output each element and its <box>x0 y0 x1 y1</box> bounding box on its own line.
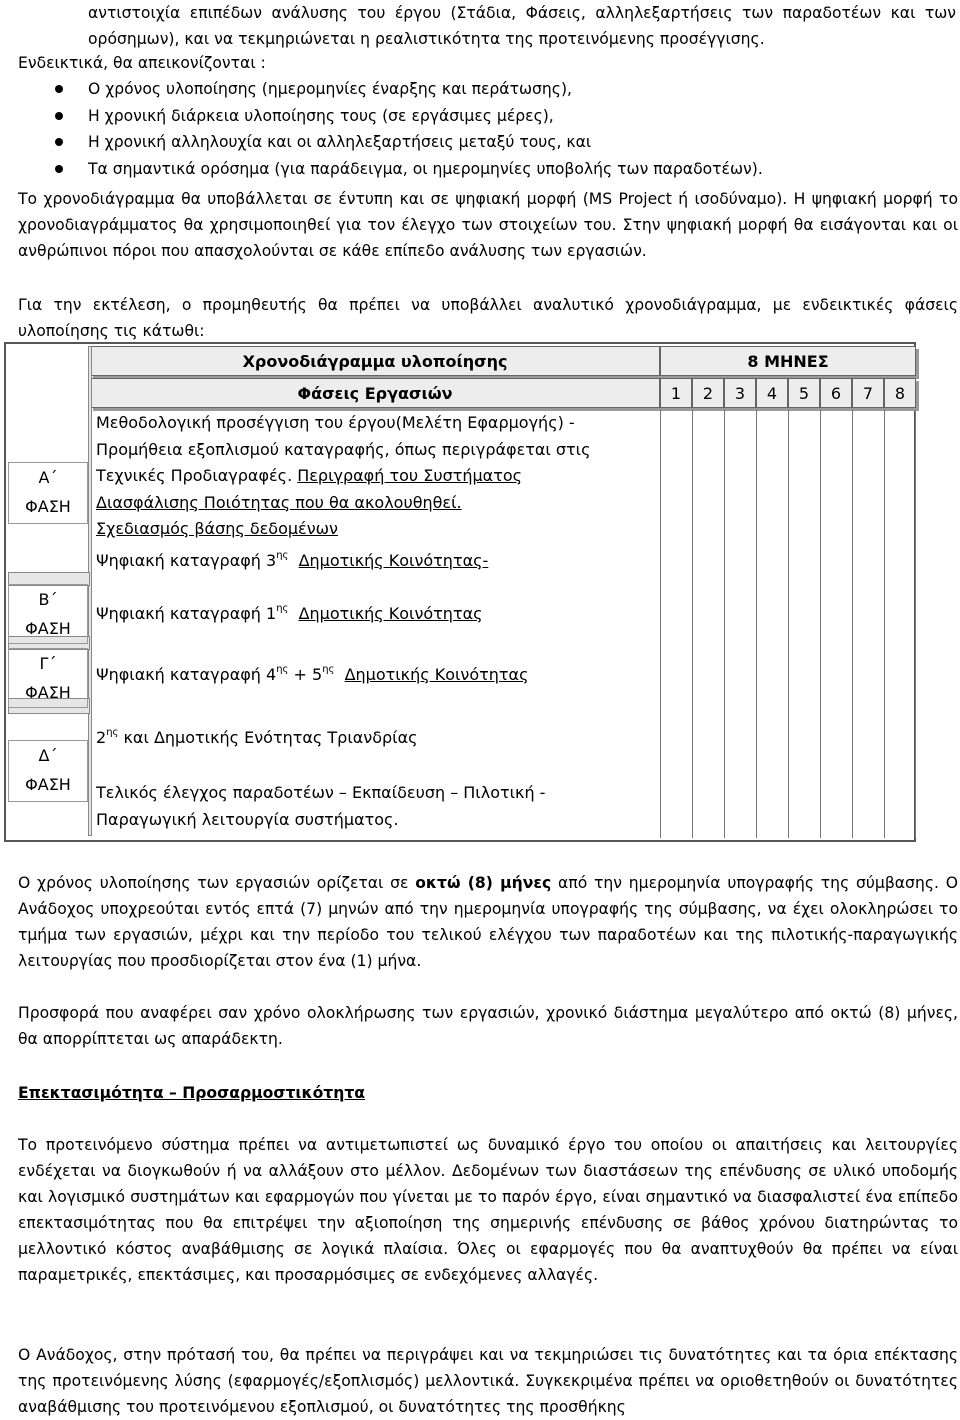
task-a2: Ψηφιακή καταγραφή $3^{\eta\varsigma}$ Δημοτικής Κοινότητας- <box>96 550 489 570</box>
task-d2: Τελικός έλεγχος παραδοτέων – Εκπαίδευση – Πιλοτική - Παραγωγική λειτουργία συστήματος. <box>96 783 546 829</box>
month-header: 8 <box>884 378 916 408</box>
timeline-grid <box>660 410 916 838</box>
phase-b-label: Β΄ ΦΑΣΗ <box>8 584 88 644</box>
contractor-paragraph: Ο Ανάδοχος, στην πρότασή του, θα πρέπει να περιγράψει και να τεκμηριώσει τις δυνατότητες και τα όρια επέκτασης της προτεινόμενης λύσης (εφαρμογές/εξοπλισμός) μελλοντικά. Συγκεκριμένα πρέπει να οριοθετηθούν οι δυνατότητες αναβάθμισης του προτεινόμενου εξοπλισμού, οι δυνατότητες της προσθήκης <box>18 1346 958 1416</box>
section-heading: Επεκτασιμότητα – Προσαρμοστικότητα <box>18 1084 366 1102</box>
month-header: 7 <box>852 378 884 408</box>
task-d1: $2^{\eta\varsigma}$ και Δημοτικής Ενότητας Τριανδρίας <box>96 727 418 747</box>
schedule-intro-paragraph: Για την εκτέλεση, ο προμηθευτής θα πρέπει να υποβάλλει αναλυτικό χρονοδιάγραμμα, με ενδεικτικές φάσεις υλοποίησης τις κάτωθι: <box>18 296 958 340</box>
phase-d-label: Δ΄ ΦΑΣΗ <box>8 740 88 802</box>
list-item: Ο χρόνος υλοποίησης (ημερομηνίες έναρξης και περάτωσης), <box>0 76 960 103</box>
intro-paragraph: αντιστοιχία επιπέδων ανάλυσης του έργου (Στάδια, Φάσεις, αλληλεξαρτήσεις των παραδοτέων και των ορόσημων), και να τεκμηριώνεται η ρεαλιστικότητα της προτεινόμενης προσέγγισης. <box>88 4 956 48</box>
month-header: 6 <box>820 378 852 408</box>
month-header: 2 <box>692 378 724 408</box>
list-item: Τα σημαντικά ορόσημα (για παράδειγμα, οι ημερομηνίες υποβολής των παραδοτέων). <box>0 156 960 183</box>
bullet-icon <box>55 85 63 93</box>
task-b: Ψηφιακή καταγραφή $1^{\eta\varsigma}$ Δημοτικής Κοινότητας <box>96 603 483 623</box>
task-a1: Μεθοδολογική προσέγγιση του έργου(Μελέτη Εφαρμογής) - Προμήθεια εξοπλισμού καταγραφής, όπως περιγράφεται στις Τεχνικές Προδιαγραφές. Περιγραφή του Συστήματος Διασφάλισης Ποιότητας που θα ακολουθηθεί. Σχεδιασμός βάσης δεδομένων <box>96 413 591 538</box>
list-item: Η χρονική αλληλουχία και οι αλληλεξαρτήσεις μεταξύ τους, και <box>0 129 960 156</box>
bullet-icon <box>55 138 63 146</box>
schedule-format-paragraph: Το χρονοδιάγραμμα θα υποβάλλεται σε έντυπη και σε ψηφιακή μορφή (MS Project ή ισοδύναμο). Η ψηφιακή μορφή το χρονοδιαγράμματος θα χρησιμοποιηθεί για τον έλεγχο των στοιχείων του. Στην ψηφιακή μορφή θα εισάγονται και οι ανθρώπινοι πόροι που απασχολούνται σε κάθε επίπεδο ανάλυσης των εργασιών. <box>18 190 958 260</box>
bullet-list <box>0 76 960 182</box>
phase-a-label: Α΄ ΦΑΣΗ <box>8 462 88 524</box>
task-c: Ψηφιακή καταγραφή $4^{\eta\varsigma} + 5^{\eta\varsigma}$ Δημοτικής Κοινότητας <box>96 664 529 684</box>
bullet-icon <box>55 112 63 120</box>
intro-lead: Ενδεικτικά, θα απεικονίζονται : <box>18 54 266 72</box>
month-header: 1 <box>660 378 692 408</box>
phases-header: Φάσεις Εργασιών <box>90 378 660 408</box>
bullet-icon <box>55 165 63 173</box>
month-header: 3 <box>724 378 756 408</box>
rejection-paragraph: Προσφορά που αναφέρει σαν χρόνο ολοκλήρωσης των εργασιών, χρονικό διάστημα μεγαλύτερο από οκτώ (8) μήνες, θα απορρίπτεται ως απαράδεκτη. <box>18 1004 958 1048</box>
phase-c-label: Γ΄ ΦΑΣΗ <box>8 648 88 708</box>
list-item: Η χρονική διάρκεια υλοποίησης τους (σε εργάσιμες μέρες), <box>0 103 960 130</box>
schedule-table <box>4 342 916 842</box>
month-header: 4 <box>756 378 788 408</box>
scalability-paragraph: Το προτεινόμενο σύστημα πρέπει να αντιμετωπιστεί ως δυναμικό έργο του οποίου οι απαιτήσεις και λειτουργίες ενδέχεται να διογκωθούν ή να αλλάξουν στο μέλλον. Δεδομένων των διαστάσεων της επένδυσης σε υλικό υποδομής και λογισμικό συστημάτων και εφαρμογών που γίνεται με το παρόν έργο, είναι σημαντικό να διασφαλιστεί ένα επίπεδο επεκτασιμότητας που θα επιτρέψει την αξιοποίηση της σημερινής επένδυσης σε βάθος χρόνου διατηρώντας το μελλοντικό κόστος αναβάθμισης σε λογικά πλαίσια. Όλες οι εφαρμογές που θα αναπτυχθούν θα πρέπει να είναι παραμετρικές, επεκτάσιμες, και προσαρμόσιμες σε ενδεχόμενες αλλαγές. <box>18 1136 958 1284</box>
months-title: 8 ΜΗΝΕΣ <box>660 346 916 376</box>
month-header: 5 <box>788 378 820 408</box>
table-title: Χρονοδιάγραμμα υλοποίησης <box>90 346 660 376</box>
duration-paragraph: Ο χρόνος υλοποίησης των εργασιών ορίζεται σε οκτώ (8) μήνες από την ημερομηνία υπογραφής της σύμβασης. Ο Ανάδοχος υποχρεούται εντός επτά (7) μηνών από την ημερομηνία υπογραφής της σύμβασης, να έχει ολοκληρώσει το τμήμα των εργασιών, μέχρι και την περίοδο του τελικού ελέγχου των παραδοτέων και της πιλοτικής-παραγωγικής λειτουργίας που προσδιορίζεται στον ένα (1) μήνα. <box>18 874 958 970</box>
